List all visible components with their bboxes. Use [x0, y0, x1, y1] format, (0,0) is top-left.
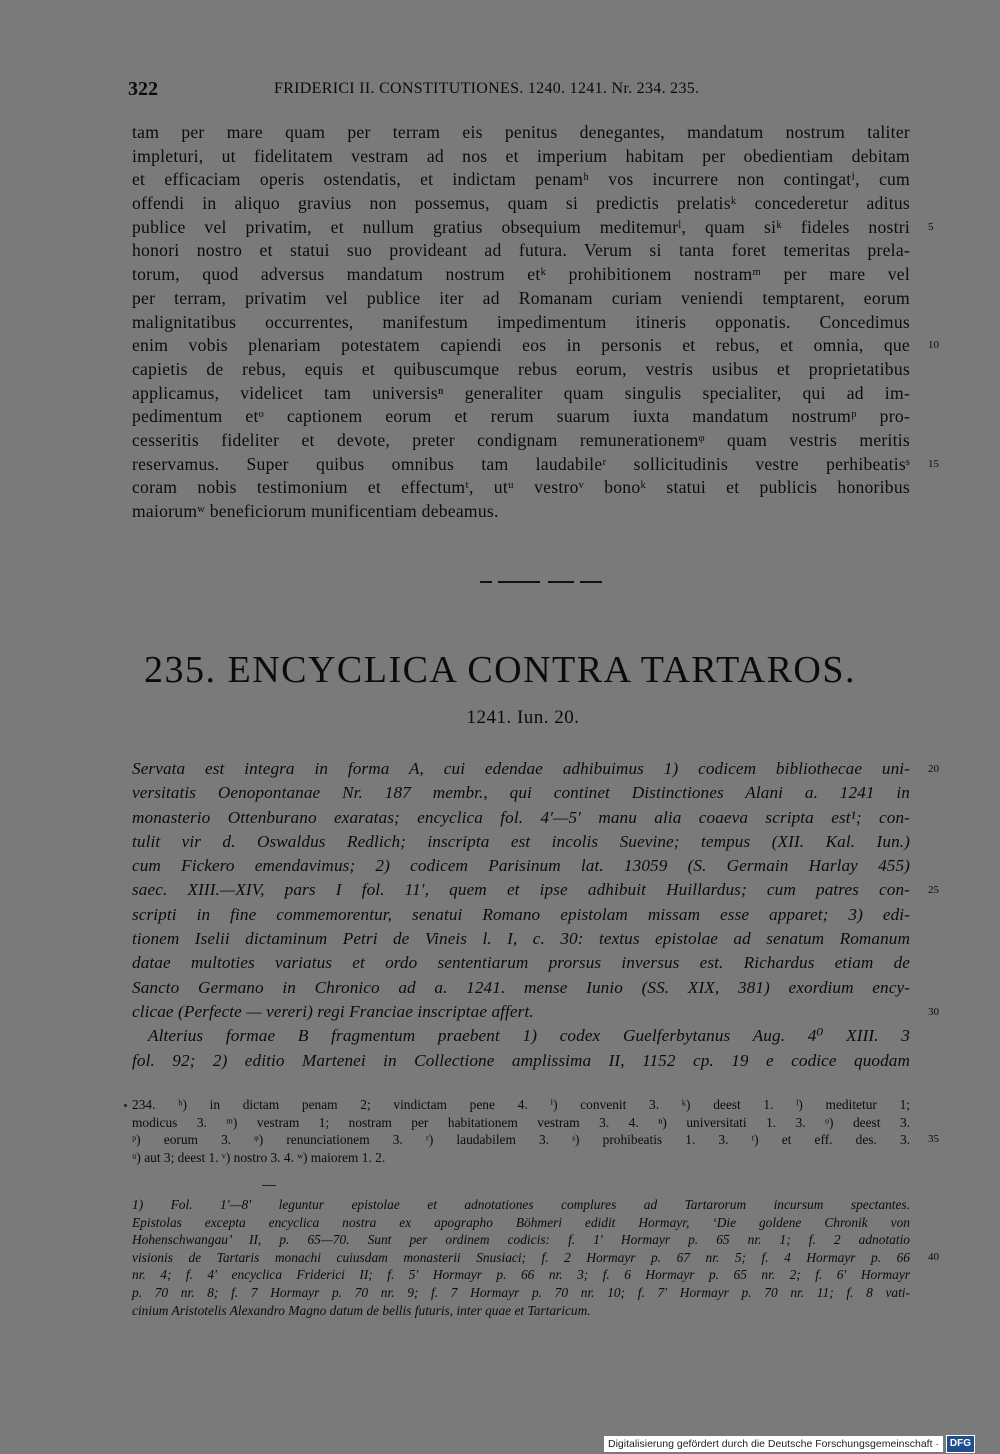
line-number: 35	[928, 1133, 939, 1146]
footnote-line	[132, 1149, 910, 1167]
line-number: 15	[928, 457, 939, 470]
intro-line-text: cum Fickero emendavimus; 2) codicem Parisinum lat. 13059 (S. Germain Harlay 455)	[132, 856, 910, 876]
text-line	[132, 311, 910, 335]
footnotes-variants	[132, 1096, 939, 1166]
footnote-line	[132, 1114, 910, 1132]
intro-line	[132, 976, 910, 1000]
dfg-logo-icon: DFG	[946, 1435, 975, 1453]
intro-line	[132, 830, 910, 854]
text-line	[132, 239, 910, 263]
text-line-text: malignitatibus occurrentes, manifestum impedimentum itineris opponatis. Concedimus	[132, 311, 910, 332]
intro-line	[132, 781, 910, 805]
note-line	[132, 1266, 910, 1284]
note-line-text: visionis de Tartaris monachi cuiusdam monasterii Snusiaci; f. 2 Hormayr p. 67 nr. 5; f. 4 Hormayr p. 66	[132, 1249, 910, 1265]
note-line	[132, 1231, 910, 1249]
intro-line	[132, 757, 939, 781]
intro-line-text: fol. 92; 2) editio Martenei in Collectione amplissima II, 1152 cp. 19 e codice quodam	[132, 1050, 910, 1070]
text-line	[132, 382, 910, 406]
intro-line-text: tulit vir d. Oswaldus Redlich; inscripta est incolis Suevine; tempus (XII. Kal. Iun.)	[132, 831, 910, 851]
intro-line-text: Sancto Germano in Chronico ad a. 1241. mense Iunio (SS. XIX, 381) exordium ency-	[132, 977, 910, 997]
text-line-text: et efficaciam operis ostendatis, et indictam penamʰ vos incurrere non contingatⁱ, cum	[132, 169, 910, 190]
section-title: 235. ENCYCLICA CONTRA TARTAROS.	[143, 649, 856, 691]
intro-line	[132, 927, 910, 951]
text-line-text: per terram, privatim vel publice iter ad Romanam curiam veniendi temptarent, eorum	[132, 287, 910, 308]
footnote-line-text: modicus 3. ᵐ) vestram 1; nostram per habitationem vestram 3. 4. ⁿ) universitati 1. 3. ᵒ) deest 3.	[132, 1114, 910, 1130]
text-line	[132, 216, 934, 240]
intro-line-text: saec. XIII.—XIV, pars I fol. 11′, quem et ipse adhibuit Huillardus; cum patres con-	[132, 880, 910, 900]
text-line-text: capietis de rebus, equis et quibuscumque rebus eorum, vestris usibus et proprietatibus	[132, 358, 910, 379]
intro-line-text: Alterius formae B fragmentum praebent 1) codex Guelferbytanus Aug. 4⁰ XIII. 3	[148, 1026, 910, 1046]
text-line	[132, 334, 939, 358]
intro-line	[132, 1024, 910, 1048]
running-head: FRIDERICI II. CONSTITUTIONES. 1240. 1241. Nr. 234. 235.	[274, 80, 700, 97]
line-number: 10	[928, 339, 939, 352]
text-line-text: enim vobis plenariam potestatem capiendi eos in personis et rebus, et omnia, que	[132, 335, 910, 356]
text-line-text: publice vel privatim, et nullum gratius obsequium meditemurˡ, quam siᵏ fideles nostri	[132, 216, 910, 237]
intro-line-text: tionem Iselii dictaminum Petri de Vineis l. I, c. 30: textus epistolae ad senatum Romanum	[132, 929, 910, 949]
intro-line-text: versitatis Oenopontanae Nr. 187 membr., qui continet Distinctiones Alani a. 1241 in	[132, 783, 910, 803]
text-line-text: torum, quod adversus mandatum nostrum etᵏ prohibitionem nostramᵐ per mare vel	[132, 264, 910, 285]
intro-line	[132, 878, 939, 902]
line-number: 20	[928, 763, 939, 775]
footnote-line-text: 234. ʰ) in dictam penam 2; vindictam pene 4. ⁱ) convenit 3. ᵏ) deest 1. ˡ) meditetur 1;	[132, 1097, 910, 1112]
line-number: 30	[928, 1005, 939, 1018]
intro-line	[132, 1000, 939, 1024]
text-line-text: offendi in aliquo gravius non possemus, quam si predictis prelatisᵏ concederetur aditus	[132, 193, 910, 214]
footnote-line-text: ᵖ) eorum 3. ᵠ) renunciationem 3. ʳ) laudabilem 3. ˢ) prohibeatis 1. 3. ᵗ) et eff. des. 3.	[132, 1132, 910, 1148]
intro-text	[132, 757, 939, 1073]
page-header	[128, 78, 910, 104]
margin-dot	[124, 1104, 127, 1107]
main-text	[132, 121, 939, 524]
text-line-text: pedimentum etᵒ captionem eorum et rerum suarum iuxta mandatum nostrumᵖ pro-	[132, 406, 910, 427]
footnotes-notes	[132, 1196, 939, 1319]
text-line-text: honori nostro et statui suo provideant ad futura. Verum si tanta foret temeritas prela-	[132, 240, 910, 261]
text-line	[132, 476, 910, 500]
text-line-text: tam per mare quam per terram eis penitus denegantes, mandatum nostrum taliter	[132, 122, 910, 142]
text-line	[132, 358, 910, 382]
text-line-text: impleturi, ut fidelitatem vestram ad nos et imperium habitam per obedientiam debitam	[132, 145, 910, 166]
text-line	[132, 429, 910, 453]
footnote-line	[132, 1131, 939, 1149]
intro-line	[132, 951, 910, 975]
line-number: 5	[928, 220, 934, 233]
footnote-line-text: ᵘ) aut 3; deest 1. ᵛ) nostro 3. 4. ʷ) maiorem 1. 2.	[132, 1149, 386, 1165]
text-line-text: maiorumʷ beneficiorum munificentiam debeamus.	[132, 501, 499, 521]
note-line-text: nr. 4; f. 4′ encyclica Friderici II; f. 5′ Hormayr p. 66 nr. 3; f. 6 Hormayr p. 65 nr. 2; f. 6′ Hormayr	[132, 1267, 910, 1283]
text-line	[132, 192, 910, 216]
intro-line	[132, 1049, 910, 1073]
footnote-line	[132, 1096, 910, 1114]
note-line	[132, 1284, 910, 1302]
text-line	[132, 145, 910, 169]
section-date: 1241. Iun. 20.	[466, 707, 580, 728]
line-number: 40	[928, 1250, 939, 1263]
text-line	[132, 121, 910, 145]
intro-line	[132, 806, 910, 830]
note-line-text: 1) Fol. 1′—8′ leguntur epistolae et adnotationes complures ad Tartarorum incursum spectantes.	[132, 1197, 910, 1212]
text-line-text: cesseritis fideliter et devote, preter condignam remunerationemᵠ quam vestris meritis	[132, 429, 910, 450]
digitization-footer	[604, 1436, 975, 1452]
intro-line-text: clicae (Perfecte — vereri) regi Franciae inscriptae affert.	[132, 1001, 534, 1021]
text-line-text: coram nobis testimonium et effectumᵗ, utᵘ vestroᵛ bonoᵏ statui et publicis honoribus	[132, 477, 910, 498]
note-line-text: p. 70 nr. 8; f. 7 Hormayr p. 70 nr. 9; f. 7 Hormayr p. 70 nr. 10; f. 7′ Hormayr p. 70 nr. 11; f. 8 vati-	[132, 1284, 910, 1300]
text-line	[132, 453, 939, 477]
note-line	[132, 1214, 910, 1232]
note-line	[132, 1196, 910, 1214]
intro-line-text: Servata est integra in forma A, cui edendae adhibuimus 1) codicem bibliothecae uni-	[132, 759, 910, 778]
note-line-text: Hohenschwangau’ II, p. 65—70. Sunt per ordinem codicis: f. 1′ Hormayr p. 65 nr. 1; f. 2 adnotatio	[132, 1232, 910, 1248]
text-line	[132, 168, 910, 192]
footnote-separator	[262, 1185, 276, 1186]
intro-line	[132, 854, 910, 878]
note-line-text: cinium Aristotelis Alexandro Magno datum de bellis futuris, inter quae et Tartaricum.	[132, 1302, 591, 1318]
page-number: 322	[128, 78, 158, 100]
text-line	[132, 287, 910, 311]
text-line	[132, 500, 910, 524]
intro-line-text: scripti in fine commemorentur, senatui Romano epistolam missam esse apparet; 3) edi-	[132, 904, 910, 924]
text-line	[132, 405, 910, 429]
line-number: 25	[928, 884, 939, 897]
note-line	[132, 1302, 910, 1320]
note-line-text: Epistolas excepta encyclica nostra ex apographo Böhmeri edidit Hormayr, ‘Die goldene Chronik von	[132, 1214, 910, 1230]
intro-line-text: datae multoties variatus et ordo sententiarum prorsus inversus est. Richardus etiam de	[132, 953, 910, 973]
section-divider	[480, 581, 610, 583]
note-line	[132, 1249, 939, 1267]
text-line	[132, 263, 910, 287]
intro-line-text: monasterio Ottenburano exaratas; encyclica fol. 4′—5′ manu alia coaeva scripta est¹; con-	[132, 807, 910, 827]
intro-line	[132, 903, 910, 927]
text-line-text: reservamus. Super quibus omnibus tam laudabileʳ sollicitudinis vestre perhibeatisˢ	[132, 453, 910, 474]
footer-text: Digitalisierung gefördert durch die Deutsche Forschungsgemeinschaft ·	[604, 1436, 943, 1452]
text-line-text: applicamus, videlicet tam universisⁿ generaliter quam singulis specialiter, qui ad im-	[132, 382, 910, 403]
